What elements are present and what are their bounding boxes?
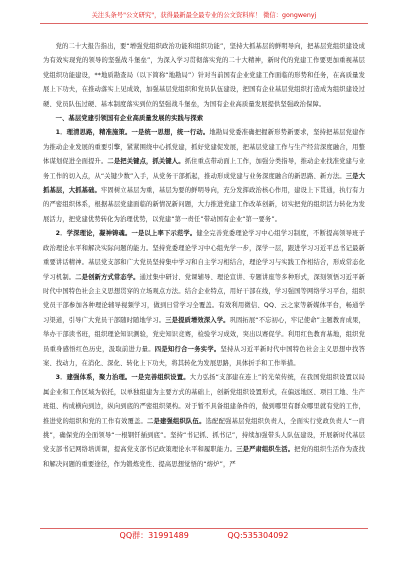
paragraph-1: [43, 126, 365, 227]
p2-text-3: 巩固拓展“不忘初心，牢记使命”主题教育成果，举办干部读书班，组织理论知识测验，党史知识竞赛，检验学习成效，突出以赛促学。利用红色教育基地，组织党员重身感悟红色历史，汲取前进力量。: [43, 316, 365, 353]
document-body: [43, 40, 365, 472]
footer-qq-group: QQ群：31991489: [119, 531, 189, 540]
p1-text-2: 抓住重点带动面上工作，加强分类指导，推动企业找准党建与业务工作的切入点，从“关键少数”入手，从党务干部抓起，推动形成党建与业务深度融合的新思路、新方法。: [43, 158, 365, 180]
p1-bold-3: 三是大抓基层，大抓基础。: [43, 172, 365, 195]
p2-bold-3: 三是提质增效深入学。: [165, 316, 230, 324]
p3-bold-1: 一是完善组织设置。: [131, 374, 190, 382]
p2-bold-4: 四是知行合一务实学。: [154, 345, 221, 353]
p3-text-2: 选配配强基层党组织负责人，全面实行党政负责人“一肩挑”，确保党的全面领导“一根钢钎插到底”。坚持“书记抓、抓书记”，持续加强带头人队伍建设，开展新时代基层党支部书记网络培训课，提高党支部书记政策理论水平和履职能力。: [43, 417, 366, 454]
paragraph-2: [43, 227, 365, 371]
p3-lead: 3．建强体系，聚力治理。: [55, 374, 132, 382]
section-heading: 一、基层党建引领国有企业高质量发展的实践与探索: [55, 115, 204, 123]
p1-bold-2: 二是把关键点，抓关键人。: [107, 158, 185, 166]
p1-lead: 1．理清思路，精准施策。: [55, 129, 132, 137]
intro-paragraph: 党的二十大报告指出，要“增强党组织政治功能和组织功能”，坚持大抓基层的鲜明导向，把基层党组织建设成为有效实现党的领导的坚强战斗堡垒”，为深入学习贯彻落实党的二十大精神，新时代的党建工作要更加重视基层党组织功能建设，**地质勘查局（以下简称“地勘局”）针对当前国有企业党建工作面临的形势和任务，在高质量发展上下功夫，在推动落实上见成效，加强基层党组织和党员队伍建设，把国有企业基层党组织打造成为组织建设过硬、党员队伍过硬、基本制度落实到位的坚强战斗堡垒，为国有企业高质量发展提供坚强政治保障。: [43, 43, 365, 108]
p2-bold-2: 二是创新方式常态学。: [75, 273, 140, 281]
p3-bold-3: 三是严肃组织生活。: [236, 446, 295, 454]
p2-lead: 2．学深理论，凝神铸魂。: [55, 230, 132, 238]
footer-qq-number: QQ:535304092: [227, 531, 289, 540]
p3-bold-2: 二是建强组织队伍。: [147, 417, 206, 425]
header-divider: [40, 23, 368, 24]
p3-text-1: 大力弘扬“支部建在连上”的光荣传统，在我国党组织设置以局属企业和工作区域为依托，以单独组建为主要方式的基础上，创新党组织设置形式，在偏远地区、项目工地、生产班组、构成横向到边，纵向到底的严密组织架构。对于暂不具备组建条件的，做到哪里有群众哪里就有党的工作，推进党的组织和党的工作有效覆盖。: [43, 374, 365, 425]
p1-text-1: 地勘局党委准确把握新形势新要求，坚持把基层党建作为推动企业发展的重要引擎，紧紧围绕中心抓党建，抓好党建促发展，把基层党建工作与生产经营深度融合，用整体谋划促进全面提升。: [43, 129, 365, 166]
p2-text-1: 健全完善党委理论学习中心组学习制度，不断提高领导班子政治理论水平和解决实际问题的能力。坚持党委理论学习中心组先学一步，深学一层，跟进学习习近平总书记最新重要讲话精神。基层党支部和广大党员坚持集中学习和自主学习相结合，理论学习与实践工作相结合，形成常态化学习机制。: [43, 230, 365, 281]
p1-bold-1: 一是统一思想，统一行动。: [131, 129, 210, 137]
page-footer: [0, 530, 408, 541]
p2-text-4: 坚持从习近平新时代中国特色社会主义思想中找答案、找动力，在消化、深化、转化上下功夫，将其转化为发展思路，具体折手和工作举措。: [43, 345, 365, 367]
p1-text-3: 牢固树立基层为重，基层为要的鲜明导向，充分发挥政治核心作用，建设上下贯通，执行有力的严密组织体系，根据基层党建面临的新情况新问题，大力推进党建工作改革创新，切实把党的组织活力转化为发展活力，把党建优势转化为治理优势，以党建“第一责任”带动国有企业“第一要务”。: [43, 187, 365, 223]
header-promo-text: 关注头条号"公文研究"，获得最新最全最专业的公文资料库！ 微信：gongwenyj: [91, 12, 317, 19]
p3-text-3: 把党的组织生活作为查找和解决问题的重要途径，作为锻炼党性、提高思想觉悟的“熔炉”，严: [43, 446, 365, 468]
footer-divider: [40, 528, 368, 529]
p2-bold-1: 一是以上率下示范学。: [131, 230, 197, 238]
page-header: [40, 8, 368, 30]
p2-text-2: 通过集中研讨、党课辅导、理论宣讲、专题讲座等多种形式，深刻领悟习近平新时代中国特色社会主义思想贯穿的立场观点方法。结合企业特点，用好干部在线，学习强国等网络学习平台，组织党员干部参加各种理论辅导视频学习，做到日常学习全覆盖。有效利用微信、QQ、云之家等新媒体平台，畅通学习渠道，引导广大党员干部随时随地学习。: [43, 273, 365, 324]
paragraph-3: [43, 371, 365, 472]
